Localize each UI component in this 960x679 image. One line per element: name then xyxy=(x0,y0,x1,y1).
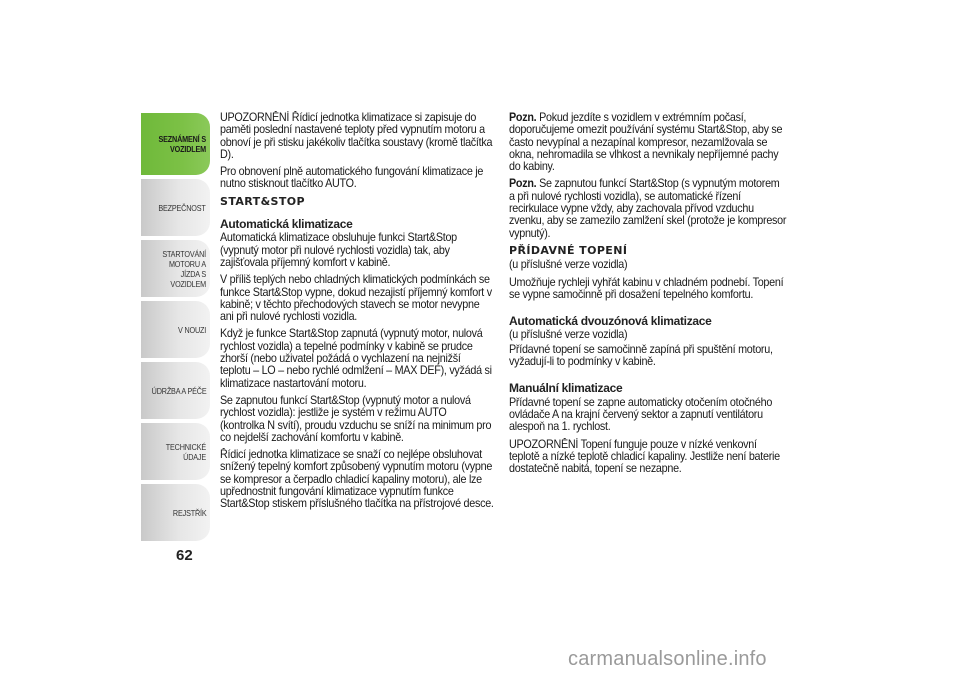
sub-title: Manuální klimatizace xyxy=(509,381,623,396)
note-label: Pozn. xyxy=(509,111,537,124)
tab-bezpecnost[interactable] xyxy=(141,179,210,236)
tab-label: BEZPEČNOST xyxy=(158,202,206,213)
note-text: Se zapnutou funkcí Start&Stop (s vypnutým motorem a při nulové rychlosti vozidla), se automatické řízení recirkulace vypne vždy, aby zachovala přívod vzduchu zvenku, aby se zamezilo zamlžení skel (protože je kompresor vypnutý). xyxy=(509,177,787,240)
tab-label: ÚDRŽBA A PÉČE xyxy=(151,385,206,396)
paragraph: Umožňuje rychleji vyhřát kabinu v chladném podnebí. Topení se vypne samočinně při dosažení tepelného komfortu. xyxy=(509,275,784,301)
section-title-pridavne-topeni: PŘÍDAVNÉ TOPENÍ xyxy=(509,243,628,257)
paragraph: Řídicí jednotka klimatizace se snaží co nejlépe obsluhovat snížený tepelný komfort způsobený vypnutím motoru (vypne se kompresor a čerpadlo chladicí kapaliny motoru), ale lze upřednostnit fungování klimatizace vypnutím funkce Start&Stop stiskem příslušného tlačítka na přístrojové desce. xyxy=(220,448,494,511)
tab-label: V NOUZI xyxy=(177,324,206,335)
tab-startovani[interactable] xyxy=(141,240,210,297)
tab-v-nouzi[interactable] xyxy=(141,301,210,358)
paragraph: Přídavné topení se zapne automaticky otočením otočného ovládače A na krajní červený sektor a zapnutí ventilátoru alespoň na 1. rychlost. xyxy=(509,395,773,434)
sub-title: Automatická klimatizace xyxy=(220,217,353,232)
tab-label: STARTOVÁNÍ MOTORU A JÍZDA S VOZIDLEM xyxy=(162,248,206,289)
tab-seznameni-s-vozidlem[interactable] xyxy=(141,113,210,175)
version-note: (u příslušné verze vozidla) xyxy=(509,258,628,272)
note-paragraph xyxy=(509,178,788,239)
chapter-sidebar xyxy=(141,113,210,545)
tab-label: SEZNÁMENÍ S VOZIDLEM xyxy=(158,134,206,154)
tab-label: TECHNICKÉ ÚDAJE xyxy=(165,441,206,462)
paragraph: Přídavné topení se samočinně zapíná při spuštění motoru, vyžadují-li to podmínky v kabině. xyxy=(509,342,773,369)
left-column xyxy=(220,112,495,516)
note-paragraph xyxy=(509,112,788,173)
tab-label: REJSTŘÍK xyxy=(172,507,206,518)
paragraph: Automatická klimatizace obsluhuje funkci Start&Stop (vypnutý motor při nulové rychlosti vozidla) tak, aby zajišťovala příjemný komfort v kabině. xyxy=(220,231,457,269)
note-text: Pokud jezdíte s vozidlem v extrémním počasí, doporučujeme omezit používání systému Start&Stop, aby se často nevypínal a nezapínal kompresor, nezamlžovala se okna, nehromadila se vlhkost a nevnikaly nepříjemné pachy do kabiny. xyxy=(509,111,783,174)
note-label: Pozn. xyxy=(509,177,537,191)
page-number: 62 xyxy=(176,547,193,564)
tab-udrzba-a-pece[interactable] xyxy=(141,362,210,419)
paragraph: Když je funkce Start&Stop zapnutá (vypnutý motor, nulová rychlost vozidla) a tepelné podmínky v kabině se prudce zhorší (nebo uživatel požádá o vychlazení na nejnižší teplotu – LO – nebo rychlé odmlžení – MAX DEF), vyžádá si klimatizace nastartování motoru. xyxy=(220,327,492,390)
watermark: carmanualsonline.info xyxy=(568,648,767,670)
sub-title: Automatická dvouzónová klimatizace xyxy=(509,314,712,329)
right-column xyxy=(509,112,789,480)
version-note: (u příslušné verze vozidla) xyxy=(509,328,628,342)
section-title-start-stop: START&STOP xyxy=(220,194,305,208)
paragraph: Se zapnutou funkcí Start&Stop (vypnutý motor a nulová rychlost vozidla): jestliže je systém v režimu AUTO (kontrolka N svítí), proudu vzduchu se sníží na minimum pro co nejdelší zachování komfortu v kabině. xyxy=(220,393,492,444)
paragraph: Pro obnovení plně automatického fungování klimatizace je nutno stisknout tlačítko AUTO. xyxy=(220,165,484,191)
paragraph: UPOZORNĚNÍ Topení funguje pouze v nízké venkovní teplotě a nízké teplotě chladicí kapaliny. Jestliže není baterie dostatečně nabitá, topení se nezapne. xyxy=(509,437,780,476)
paragraph: V příliš teplých nebo chladných klimatických podmínkách se funkce Start&Stop vypne, dokud nezajistí příjemný komfort v kabině; v těchto přechodových stavech se motor nevypne ani při nulové rychlosti vozidla. xyxy=(220,273,492,324)
tab-rejstrik[interactable] xyxy=(141,484,210,541)
tab-technicke-udaje[interactable] xyxy=(141,423,210,480)
paragraph: UPOZORNĚNÍ Řídicí jednotka klimatizace si zapisuje do paměti poslední nastavené teploty před vypnutím motoru a obnoví je při stisku jakékoliv tlačítka soustavy (kromě tlačítka D). xyxy=(220,111,493,161)
